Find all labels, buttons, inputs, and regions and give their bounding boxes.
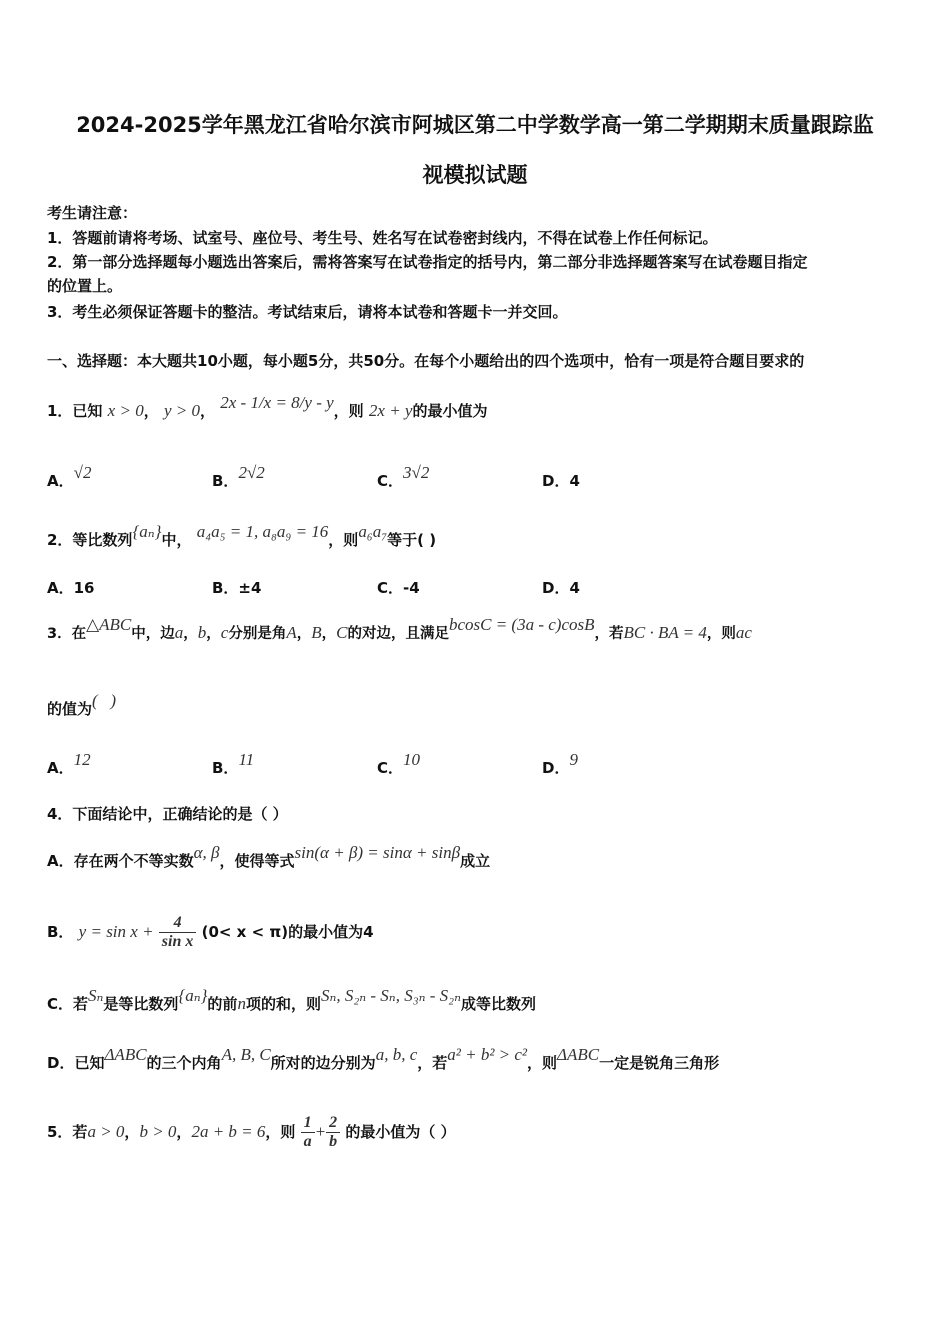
option-value: 10 bbox=[403, 750, 421, 769]
fraction-numerator: 4 bbox=[159, 914, 197, 933]
option-label: A． bbox=[47, 472, 74, 490]
q3-var: b bbox=[197, 623, 207, 642]
q4-d-text: ，若 bbox=[417, 1054, 448, 1072]
q5-cond-sum: 2a + b = 6 bbox=[191, 1122, 266, 1141]
option-label: D． bbox=[542, 759, 570, 777]
q2-option-a[interactable]: A．16 bbox=[47, 579, 95, 597]
q3-var: ac bbox=[735, 623, 752, 642]
q4-option-c[interactable] bbox=[47, 986, 536, 1015]
q3-var: C bbox=[336, 623, 348, 642]
option-value: 11 bbox=[238, 750, 255, 769]
q3-option-c[interactable] bbox=[377, 750, 421, 778]
q4-d-triangle: ΔABC bbox=[104, 1045, 147, 1064]
q4-d-sides: a, b, c bbox=[375, 1045, 418, 1064]
option-value: 9 bbox=[569, 750, 578, 769]
option-value: 12 bbox=[73, 750, 91, 769]
notice-item-2-cont: 的位置上。 bbox=[47, 277, 123, 295]
q3-var: A bbox=[286, 623, 297, 642]
q4-c-sum: Sₙ bbox=[88, 986, 104, 1005]
exam-title-line-2: 视模拟试题 bbox=[422, 163, 528, 187]
q1-sep: ， bbox=[143, 402, 159, 420]
q4-c-text: 是等比数列 bbox=[103, 995, 179, 1013]
option-value: 3√2 bbox=[403, 463, 430, 482]
option-value: √2 bbox=[73, 463, 92, 482]
q3-var: B bbox=[311, 623, 322, 642]
question-3-cont bbox=[47, 691, 117, 720]
question-2 bbox=[47, 522, 437, 551]
q3-option-b[interactable] bbox=[212, 750, 255, 778]
q1-expression: 2x + y bbox=[368, 401, 413, 420]
fraction-denominator: a bbox=[303, 1133, 312, 1150]
q3-equation: bcosC = (3a - c)cosB bbox=[448, 615, 595, 634]
q2-sequence: {aₙ} bbox=[132, 522, 162, 541]
fraction-numerator: 1 bbox=[301, 1114, 315, 1133]
q4-a-text: ，使得等式 bbox=[219, 852, 295, 870]
q4-d-triangle: ΔABC bbox=[557, 1045, 600, 1064]
question-1 bbox=[47, 393, 488, 422]
q2-text: ，则 bbox=[328, 531, 359, 549]
q1-then: ，则 bbox=[333, 402, 364, 420]
q4-c-sequence: {aₙ} bbox=[178, 986, 208, 1005]
q4-c-text: 项的和，则 bbox=[245, 995, 321, 1013]
q4-option-d[interactable] bbox=[47, 1045, 720, 1074]
question-3 bbox=[47, 615, 752, 645]
q3-text: ， bbox=[296, 626, 312, 642]
notice-item-3: 3．考生必须保证答题卡的整洁。考试结束后，请将本试卷和答题卡一并交回。 bbox=[47, 303, 568, 321]
q3-text: 的值为 bbox=[47, 700, 93, 718]
q1-cond-y: y > 0 bbox=[163, 401, 200, 420]
question-4: 4．下面结论中，正确结论的是（ ） bbox=[47, 805, 288, 823]
q1-sep: ， bbox=[199, 402, 215, 420]
q2-option-b[interactable]: B．±4 bbox=[212, 579, 262, 597]
q2-option-c[interactable]: C．-4 bbox=[377, 579, 420, 597]
q4-c-text: 成等比数列 bbox=[460, 995, 536, 1013]
q3-text: 的对边，且满足 bbox=[347, 626, 449, 642]
option-label: C． bbox=[377, 472, 404, 490]
q4-option-a[interactable] bbox=[47, 843, 491, 872]
q5-plus: + bbox=[314, 1122, 327, 1141]
q1-option-d[interactable]: D．4 bbox=[542, 472, 580, 490]
option-label: B． bbox=[47, 923, 74, 941]
q1-cond-x: x > 0 bbox=[107, 401, 144, 420]
q4-a-text: 成立 bbox=[460, 852, 491, 870]
q5-sep: ， bbox=[176, 1123, 192, 1141]
notice-item-2: 2．第一部分选择题每小题选出答案后，需将答案写在试卷指定的括号内，第二部分非选择题答案写在试卷题目指定 bbox=[47, 253, 808, 271]
q4-d-text: ，则 bbox=[527, 1054, 558, 1072]
exam-title-line-1: 2024-2025学年黑龙江省哈尔滨市阿城区第二中学数学高一第二学期期末质量跟踪监 bbox=[76, 113, 874, 137]
q5-sep: ， bbox=[124, 1123, 140, 1141]
q2-number: 2．等比数列 bbox=[47, 531, 133, 549]
q3-var: c bbox=[220, 623, 229, 642]
q2-condition: a₄a₅ = 1, a₈a₉ = 16 bbox=[196, 522, 329, 541]
option-label: A． bbox=[47, 759, 74, 777]
section-heading: 一、选择题：本大题共10小题，每小题5分，共50分。在每个小题给出的四个选项中，恰有一项是符合题目要求的 bbox=[47, 352, 805, 370]
q5-cond-b: b > 0 bbox=[139, 1122, 177, 1141]
q4-d-inequality: a² + b² > c² bbox=[447, 1045, 528, 1064]
q3-number: 3．在 bbox=[47, 626, 87, 642]
q4-a-equation: sin(α + β) = sinα + sinβ bbox=[294, 843, 461, 862]
q1-tail: 的最小值为 bbox=[412, 402, 488, 420]
q3-text: ， bbox=[321, 626, 337, 642]
q4-d-text: 一定是锐角三角形 bbox=[599, 1054, 720, 1072]
q4-b-text: (0< x < π)的最小值为4 bbox=[201, 923, 374, 941]
option-label: D．已知 bbox=[47, 1054, 105, 1072]
q1-option-a[interactable] bbox=[47, 463, 92, 491]
q3-text: ，若 bbox=[594, 626, 624, 642]
q3-text: 中，边 bbox=[131, 626, 175, 642]
q4-b-equation: y = sin x + bbox=[78, 922, 154, 941]
q5-then: ，则 bbox=[265, 1123, 296, 1141]
fraction-numerator: 2 bbox=[326, 1114, 340, 1133]
q4-d-text: 所对的边分别为 bbox=[270, 1054, 376, 1072]
q2-text: 等于( ) bbox=[387, 531, 437, 549]
q3-option-d[interactable] bbox=[542, 750, 578, 778]
q5-fraction-1 bbox=[301, 1114, 315, 1151]
q3-option-a[interactable] bbox=[47, 750, 91, 778]
fraction-denominator: b bbox=[329, 1133, 338, 1150]
q4-c-text: 的前 bbox=[207, 995, 238, 1013]
q4-d-angles: A, B, C bbox=[221, 1045, 271, 1064]
q3-text: ，则 bbox=[706, 626, 736, 642]
q2-option-d[interactable]: D．4 bbox=[542, 579, 580, 597]
q1-option-c[interactable] bbox=[377, 463, 430, 491]
question-5 bbox=[47, 1110, 456, 1154]
q3-text: ， bbox=[183, 626, 198, 642]
q1-option-b[interactable] bbox=[212, 463, 265, 491]
q5-number: 5．若 bbox=[47, 1123, 88, 1141]
notice-heading: 考生请注意： bbox=[47, 204, 138, 222]
notice-item-1: 1．答题前请将考场、试室号、座位号、考生号、姓名写在试卷密封线内，不得在试卷上作任何标记。 bbox=[47, 229, 718, 247]
q3-var: a bbox=[174, 623, 184, 642]
fraction-denominator: sin x bbox=[161, 933, 194, 950]
q3-dot-product: BC · BA = 4 bbox=[623, 623, 707, 642]
q5-tail: 的最小值为（ ） bbox=[345, 1123, 456, 1141]
q4-option-b[interactable] bbox=[47, 912, 374, 952]
q4-b-fraction bbox=[159, 914, 197, 951]
option-value: 2√2 bbox=[238, 463, 265, 482]
option-label: A．存在两个不等实数 bbox=[47, 852, 194, 870]
q4-d-text: 的三个内角 bbox=[146, 1054, 222, 1072]
q2-text: 中， bbox=[161, 531, 192, 549]
q1-equation: 2x - 1/x = 8/y - y bbox=[220, 393, 334, 412]
q3-text: 分别是角 bbox=[228, 626, 287, 642]
q4-c-expression: Sₙ, S₂ₙ - Sₙ, S₃ₙ - S₂ₙ bbox=[320, 986, 461, 1005]
q1-number: 1．已知 bbox=[47, 402, 103, 420]
q4-a-vars: α, β bbox=[193, 843, 220, 862]
q5-fraction-2 bbox=[326, 1114, 340, 1151]
option-label: B． bbox=[212, 472, 239, 490]
q3-text: ， bbox=[206, 626, 221, 642]
option-label: B． bbox=[212, 759, 239, 777]
option-label: C． bbox=[377, 759, 404, 777]
q3-paren: ( ‌ ‌ ) bbox=[92, 691, 117, 710]
option-label: C．若 bbox=[47, 995, 89, 1013]
q5-cond-a: a > 0 bbox=[87, 1122, 125, 1141]
q4-c-n: n bbox=[237, 994, 246, 1013]
q3-triangle: △ABC bbox=[86, 615, 132, 634]
q2-expression: a₆a₇ bbox=[358, 522, 388, 541]
